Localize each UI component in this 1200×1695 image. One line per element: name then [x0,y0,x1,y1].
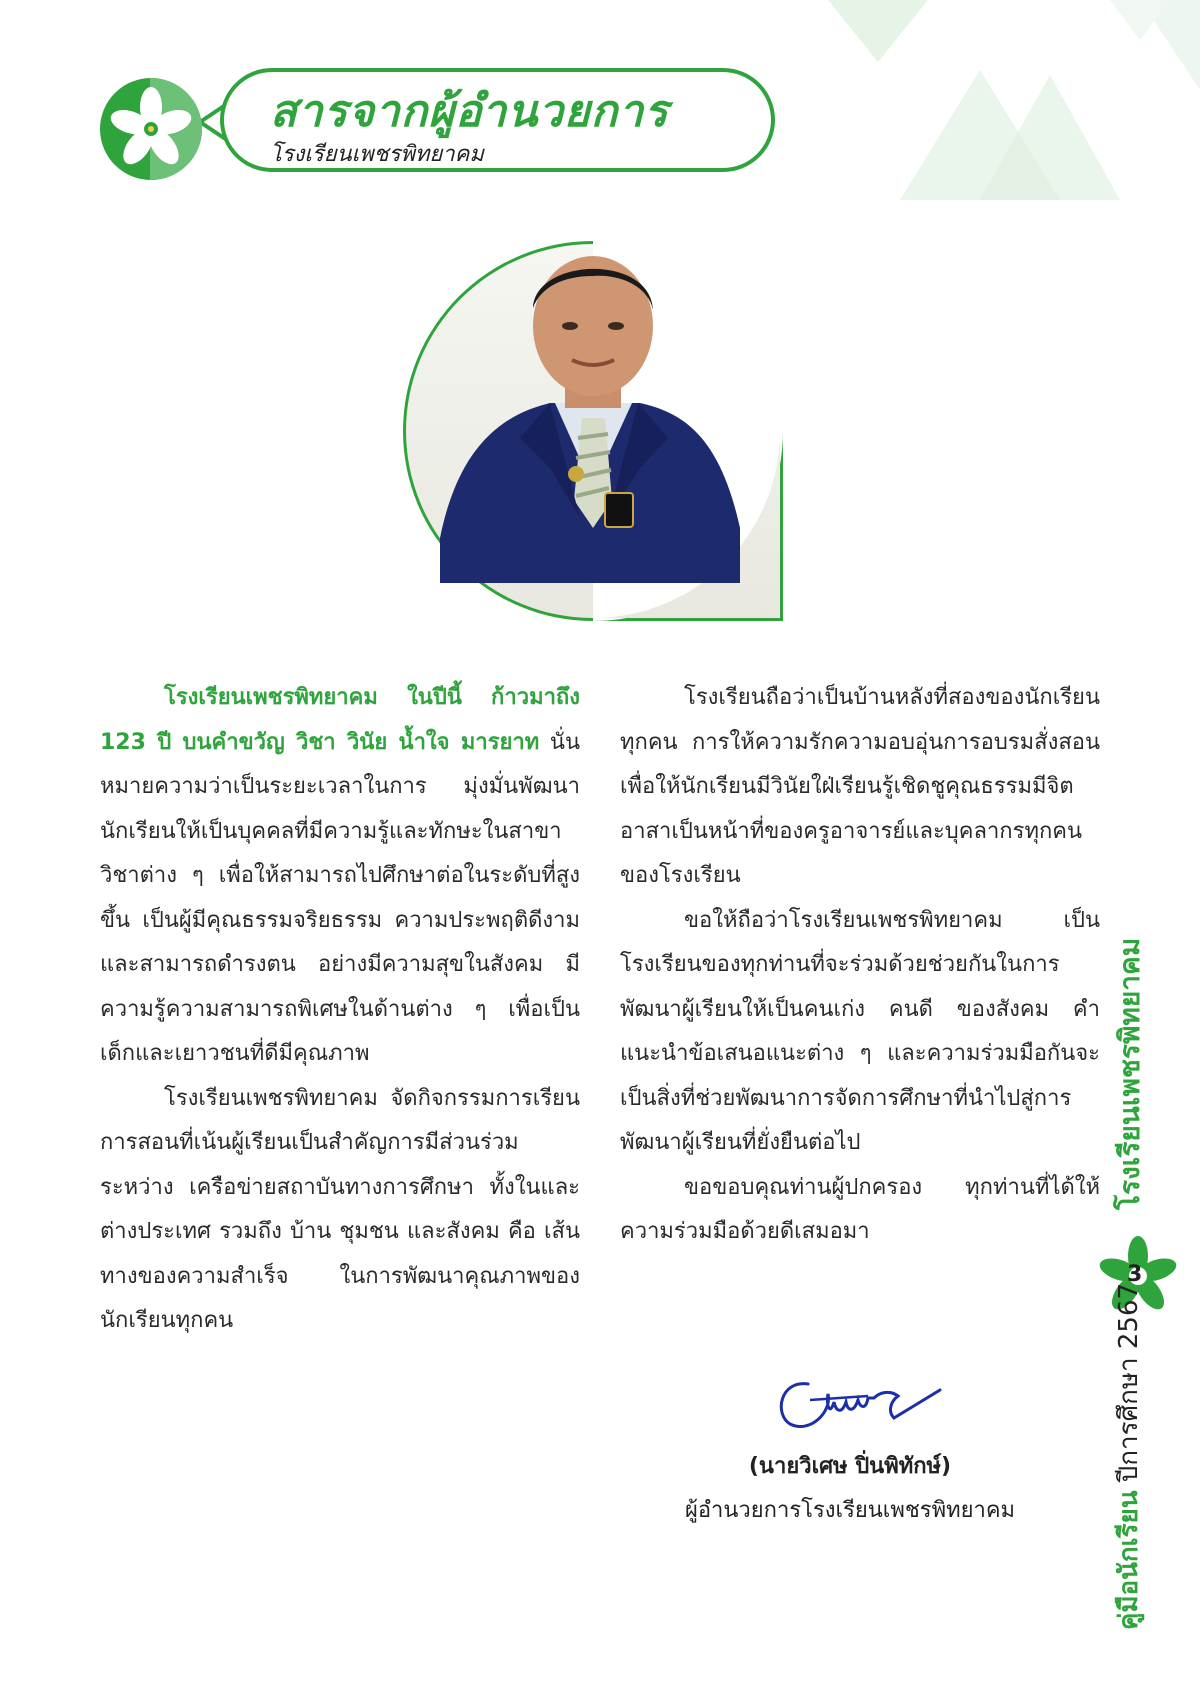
portrait [400,238,786,624]
paragraph-2: โรงเรียนเพชรพิทยาคม จัดกิจกรรมการเรียนการสอนที่เน้นผู้เรียนเป็นสำคัญการมีส่วนร่วมระหว่าง เครือข่ายสถาบันทางการศึกษา ทั้งในและต่างประเทศ รวมถึง บ้าน ชุมชน และสังคม คือ เส้นทางของความสำเร็จ ในการพัฒนาคุณภาพของนักเรียนทุกคน [100,1085,580,1333]
side-school-name: โรงเรียนเพชรพิทยาคม [1113,937,1146,1210]
page-title: สารจากผู้อำนวยการ [270,86,669,137]
page-number: 3 [1127,1262,1143,1287]
side-handbook-label [1108,1283,1149,1630]
signatory-name: (นายวิเศษ ปิ่นพิทักษ์) [748,1454,952,1479]
header-banner [100,68,780,176]
intro-highlight: โรงเรียนเพชรพิทยาคม ในปีนี้ ก้าวมาถึง 123 ปี บนคำขวัญ วิชา วินัย น้ำใจ มารยาท [100,685,580,755]
page-subtitle: โรงเรียนเพชรพิทยาคม [270,142,484,167]
message-left-column [100,676,580,1344]
paragraph-4: ขอให้ถือว่าโรงเรียนเพชรพิทยาคม เป็นโรงเรียนของทุกท่านที่จะร่วมด้วยช่วยกันในการพัฒนาผู้เรียนให้เป็นคนเก่ง คนดี ของสังคม คำแนะนำข้อเสนอแนะต่าง ๆ และความร่วมมือกันจะเป็นสิ่งที่ช่วยพัฒนาการจัดการศึกษาที่นำไปสู่การพัฒนาผู้เรียนที่ยั่งยืนต่อไป [620,907,1100,1155]
flower-icon [100,78,202,180]
paragraph-5: ขอขอบคุณท่านผู้ปกครอง ทุกท่านที่ได้ให้ความร่วมมือด้วยดีเสมอมา [620,1174,1100,1244]
academic-year-label: ปีการศึกษา 2567 [1114,1282,1144,1491]
handbook-label: คู่มือนักเรียน [1114,1490,1144,1630]
message-right-column [620,676,1100,1255]
portrait-photo [400,238,786,624]
paragraph-1-text: นั่นหมายความว่าเป็นระยะเวลาในการ มุ่งมั่นพัฒนานักเรียนให้เป็นบุคคลที่มีความรู้และทักษะในสาขา วิชาต่าง ๆ เพื่อให้สามารถไปศึกษาต่อในระดับที่สูงขึ้น เป็นผู้มีคุณธรรมจริยธรรม ความประพฤติดีงาม และสามารถดำรงตน อย่างมีความสุขในสังคม มีความรู้ความสามารถพิเศษในด้านต่าง ๆ เพื่อเป็นเด็กและเยาวชนที่ดีมีคุณภาพ [100,729,580,1066]
paragraph-3: โรงเรียนถือว่าเป็นบ้านหลังที่สองของนักเรียนทุกคน การให้ความรักความอบอุ่นการอบรมสั่งสอนเพื่อให้นักเรียนมีวินัยใฝ่เรียนรู้เชิดชูคุณธรรมมีจิตอาสาเป็นหน้าที่ของครูอาจารย์และบุคลากรทุกคนของโรงเรียน [620,685,1100,888]
school-logo [100,78,202,180]
signature-mark [770,1372,950,1442]
signatory-position: ผู้อำนวยการโรงเรียนเพชรพิทยาคม [684,1498,1016,1523]
